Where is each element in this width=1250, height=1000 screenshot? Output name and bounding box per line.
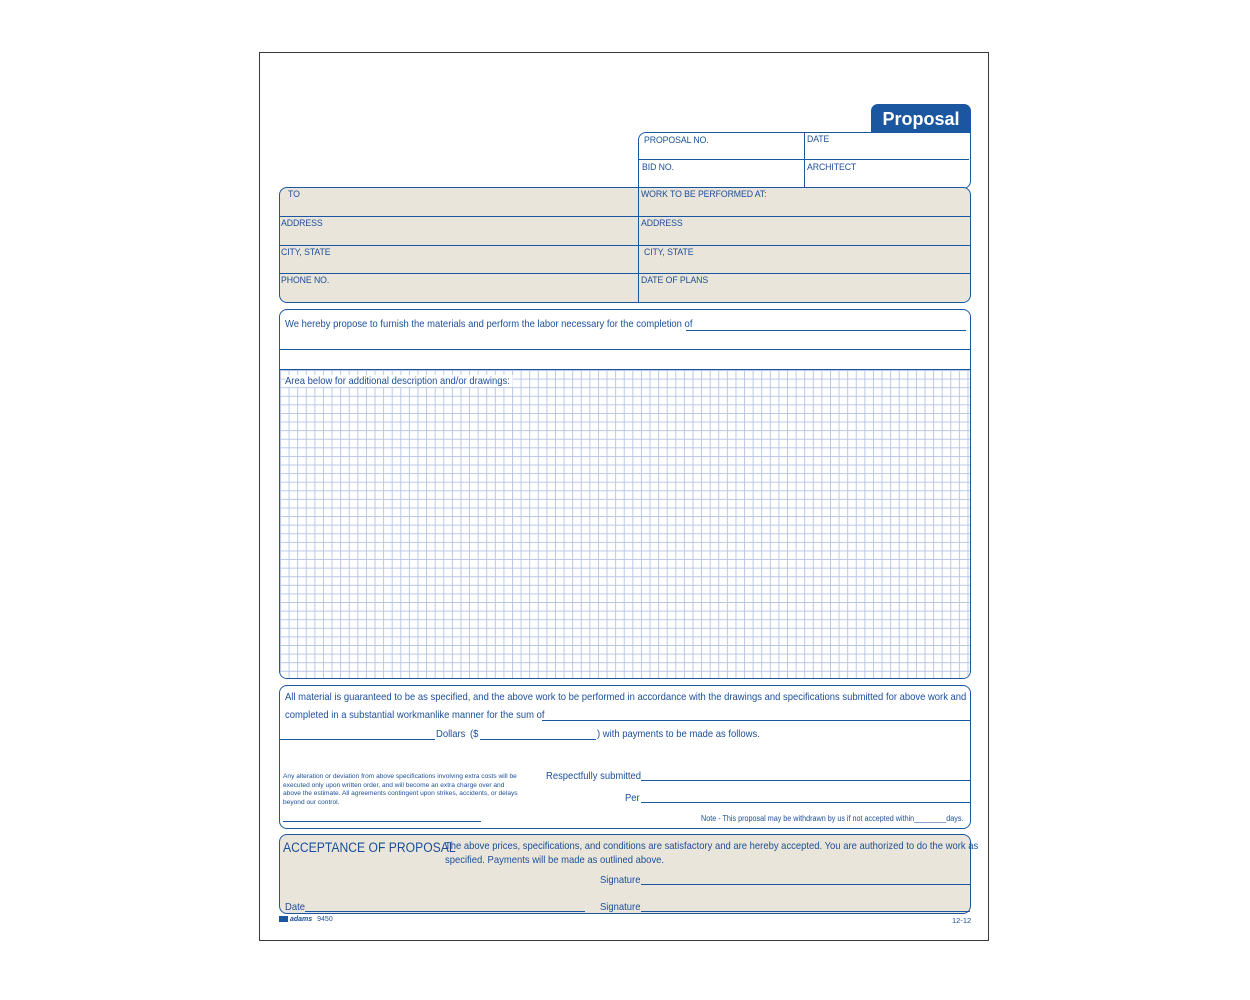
proposal-form-sheet: [259, 52, 989, 941]
signature2-label: Signature: [600, 901, 641, 913]
acceptance-date-label: Date: [285, 901, 305, 913]
dollars-paren: ($: [470, 728, 479, 740]
acceptance-text-line2: specified. Payments will be made as outlined above.: [445, 854, 665, 866]
work-city-state-label: CITY, STATE: [644, 247, 694, 258]
terms-box: [279, 685, 971, 829]
to-label: TO: [288, 189, 300, 200]
customer-city-state-label: CITY, STATE: [281, 247, 331, 258]
propose-text: We hereby propose to furnish the materials and perform the labor necessary for the completion of: [285, 318, 693, 330]
description-box: [279, 309, 971, 679]
product-number: 9450: [317, 916, 333, 923]
date-of-plans-label: DATE OF PLANS: [641, 275, 709, 286]
revision-code: 12-12: [952, 916, 972, 925]
phone-no-label: PHONE NO.: [281, 275, 330, 286]
drawings-label: Area below for additional description and/or drawings:: [285, 375, 513, 387]
respectfully-submitted-label: Respectfully submitted: [546, 770, 642, 782]
work-address-label: ADDRESS: [641, 218, 683, 229]
adams-logo-icon: [279, 916, 288, 922]
acceptance-box: [279, 834, 979, 914]
per-label: Per: [625, 792, 640, 804]
dollars-label: Dollars: [436, 728, 466, 740]
acceptance-text-line1: The above prices, specifications, and conditions are satisfactory and are hereby accepted. You are authorized to do the work as: [445, 840, 979, 852]
brand-name: adams: [290, 916, 313, 923]
form-title: Proposal: [871, 104, 971, 134]
alteration-note: Any alteration or deviation from above specifications involving extra costs will be executed only upon written order, and will become an extra charge over and above the estimate. All agreements contingent upon strikes, accidents, or delays beyond our control.: [283, 773, 518, 806]
work-performed-at-label: WORK TO BE PERFORMED AT:: [641, 189, 767, 200]
customer-address-label: ADDRESS: [281, 218, 323, 229]
proposal-header-box: [638, 132, 971, 189]
acceptance-heading: ACCEPTANCE OF PROPOSAL: [283, 840, 456, 855]
bid-no-label: BID NO.: [642, 162, 674, 173]
architect-label: ARCHITECT: [807, 162, 857, 173]
drawing-grid: [280, 370, 970, 678]
payments-text: ) with payments to be made as follows.: [597, 728, 760, 740]
guarantee-line2: completed in a substantial workmanlike manner for the sum of: [285, 709, 545, 721]
customer-info-box: [279, 187, 971, 303]
withdraw-note: Note - This proposal may be withdrawn by us if not accepted within________days.: [701, 814, 964, 823]
proposal-no-label: PROPOSAL NO.: [644, 135, 709, 146]
date-label: DATE: [807, 134, 830, 145]
brand-logo: [279, 916, 333, 923]
signature1-label: Signature: [600, 874, 641, 886]
guarantee-line1: All material is guaranteed to be as specified, and the above work to be performed in accordance with the drawings and specifications submitted for above work and: [285, 691, 967, 703]
